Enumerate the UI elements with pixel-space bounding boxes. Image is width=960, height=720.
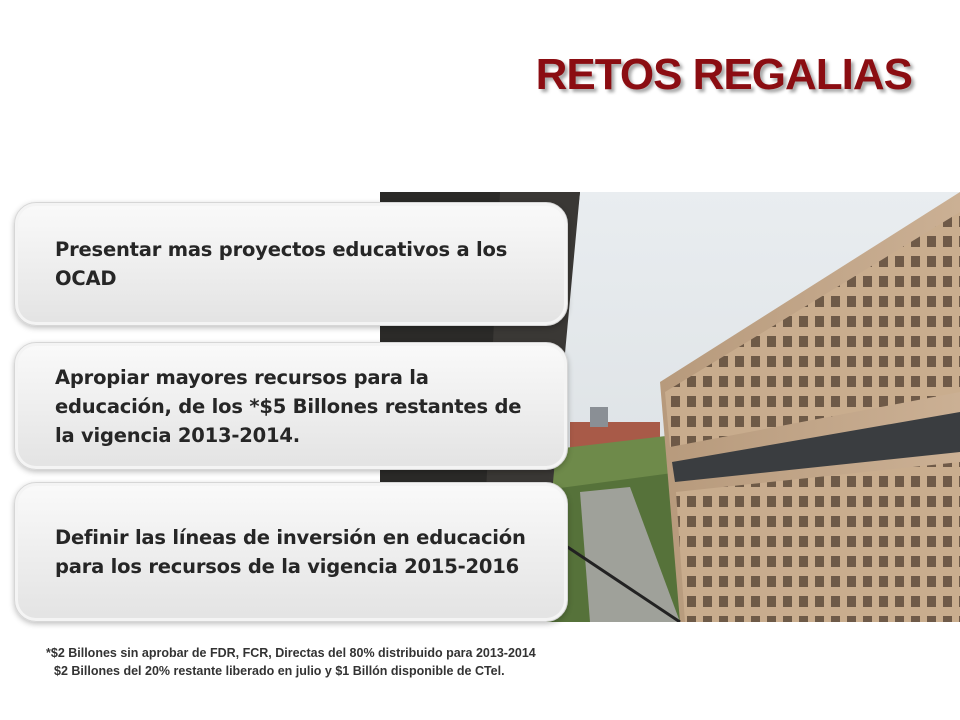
footnote-1: *$2 Billones sin aprobar de FDR, FCR, Directas del 80% distribuido para 2013-2014 — [46, 646, 536, 660]
challenge-text-2: Apropiar mayores recursos para la educación, de los *$5 Billones restantes de la vigencia 2013-2014. — [55, 365, 522, 447]
challenge-text-1: Presentar mas proyectos educativos a los OCAD — [55, 238, 508, 290]
challenge-text-3: Definir las líneas de inversión en educación para los recursos de la vigencia 2015-2016 — [55, 526, 526, 578]
footnote-2: $2 Billones del 20% restante liberado en julio y $1 Billón disponible de CTel. — [54, 664, 505, 678]
challenge-box-1 — [14, 202, 568, 326]
challenge-box-3 — [14, 482, 568, 622]
slide-title: RETOS REGALIAS — [535, 50, 912, 99]
challenge-box-2 — [14, 342, 568, 470]
